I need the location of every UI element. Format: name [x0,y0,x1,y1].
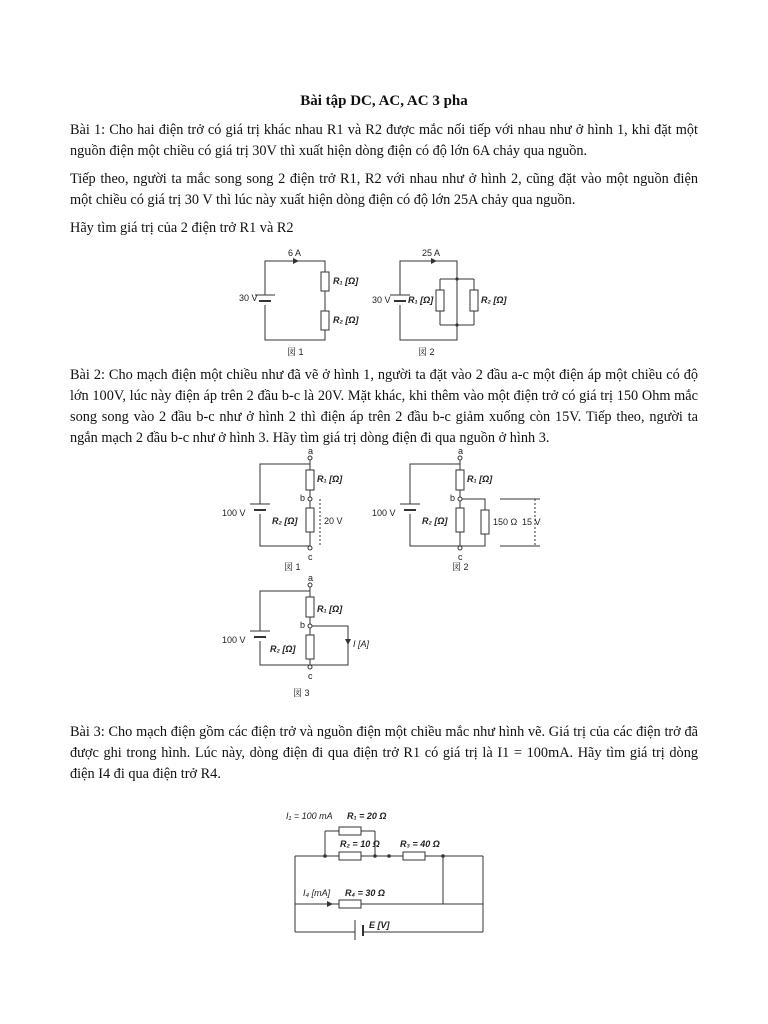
bai1-figure-2-parallel-circuit [370,245,530,360]
bai2-fig3-r2-label: R₂ [Ω] [270,644,296,654]
bai2-fig1-r2-label: R₂ [Ω] [272,516,298,526]
bai1-fig2-caption: 図 2 [418,347,435,357]
bai3-figure-circuit [285,800,505,940]
bai1-fig2-current-label: 25 A [422,248,441,258]
bai2-fig3-current-label: I [A] [353,639,370,649]
bai2-fig1-voltage-label: 100 V [222,508,246,518]
bai2-figure-2-circuit [370,448,550,573]
bai1-fig2-voltage-label: 30 V [372,295,391,305]
bai3-fig-r2-label: R₂ = 10 Ω [340,839,380,849]
bai3-fig-i1-label: I₁ = 100 mA [286,811,333,821]
bai1-paragraph-2: Tiếp theo, người ta mắc song song 2 điện trở R1, R2 với nhau như ở hình 2, cũng đặt vào một nguồn điện một chiều có giá trị 30 V thì lúc này xuất hiện dòng điện có độ lớn 25A chảy qua nguồn. [70,171,698,208]
bai2-paragraph-1: Bài 2: Cho mạch điện một chiều như đã vẽ ở hình 1, người ta đặt vào 2 đầu a-c một điện áp một chiều có độ lớn 100V, lúc này điện áp trên 2 đầu b-c là 20V. Mặt khác, khi thêm vào một điện trở có giá trị 150 Ohm mắc song song vào 2 đầu b-c như ở hình 2 thì điện áp trên 2 đầu b-c giảm xuống còn 15V. Tiếp theo, người ta ngắn mạch 2 đầu b-c như ở hình 3. Hãy tìm giá trị dòng điện đi qua nguồn ở hình 3. [70,367,698,446]
bai2-fig2-node-a: a [458,446,464,456]
bai1-paragraph-3: Hãy tìm giá trị của 2 điện trở R1 và R2 [70,220,294,236]
bai3-fig-r4-label: R₄ = 30 Ω [345,888,385,898]
bai1-fig2-r2-label: R₂ [Ω] [481,295,507,305]
bai1-fig1-caption: 図 1 [287,347,304,357]
bai3-fig-i4-label: I₄ [mA] [303,888,331,898]
bai3-fig-r1-label: R₁ = 20 Ω [347,811,387,821]
bai2-fig1-node-c: c [308,552,313,562]
bai2-fig2-r3-label: 150 Ω [493,517,518,527]
bai2-fig1-node-b: b [300,493,306,503]
bai1-fig1-r2-label: R₂ [Ω] [333,315,359,325]
bai1-figure-1-series-circuit [225,245,375,360]
bai2-figure-3-circuit [220,575,380,700]
bai2-fig3-node-b: b [300,620,306,630]
bai2-fig2-node-b: b [450,493,456,503]
bai1-fig1-current-label: 6 A [288,248,302,258]
bai2-fig1-r1-label: R₁ [Ω] [317,474,343,484]
bai2-fig2-r1-label: R₁ [Ω] [467,474,493,484]
bai2-fig2-node-c: c [458,552,463,562]
bai1-paragraph-1: Bài 1: Cho hai điện trở có giá trị khác nhau R1 và R2 được mắc nối tiếp với nhau như ở hình 1, khi đặt một nguồn điện một chiều có giá trị 30V thì xuất hiện dòng điện có độ lớn 6A chảy qua nguồn. [70,122,698,159]
bai2-fig2-voltage-label: 100 V [372,508,396,518]
bai3-paragraph-1: Bài 3: Cho mạch điện gồm các điện trở và nguồn điện một chiều mắc như hình vẽ. Giá trị của các điện trở đã được ghi trong hình. Lúc này, dòng điện đi qua điện trở R1 có giá trị là I1 = 100mA. Hãy tìm giá trị dòng điện I4 đi qua điện trở R4. [70,724,698,782]
bai2-fig1-node-a: a [308,446,314,456]
bai2-fig3-node-c: c [308,671,313,681]
bai2-fig3-voltage-label: 100 V [222,635,246,645]
bai2-fig1-vbc-label: 20 V [324,516,343,526]
bai3-fig-e-label: E [V] [369,920,390,930]
bai1-fig1-voltage-label: 30 V [239,293,258,303]
bai1-fig1-r1-label: R₁ [Ω] [333,276,359,286]
bai2-fig3-r1-label: R₁ [Ω] [317,604,343,614]
bai1-fig2-r1-label: R₁ [Ω] [408,295,434,305]
bai3-fig-r3-label: R₃ = 40 Ω [400,839,440,849]
bai2-fig3-node-a: a [308,573,314,583]
bai2-fig2-vbc-label: 15 V [522,517,541,527]
bai2-fig2-caption: 図 2 [452,562,469,572]
page-title: Bài tập DC, AC, AC 3 pha [300,93,468,109]
bai2-figure-1-circuit [220,448,370,573]
bai2-fig2-r2-label: R₂ [Ω] [422,516,448,526]
bai2-fig1-caption: 図 1 [284,562,301,572]
bai2-fig3-caption: 図 3 [293,688,310,698]
